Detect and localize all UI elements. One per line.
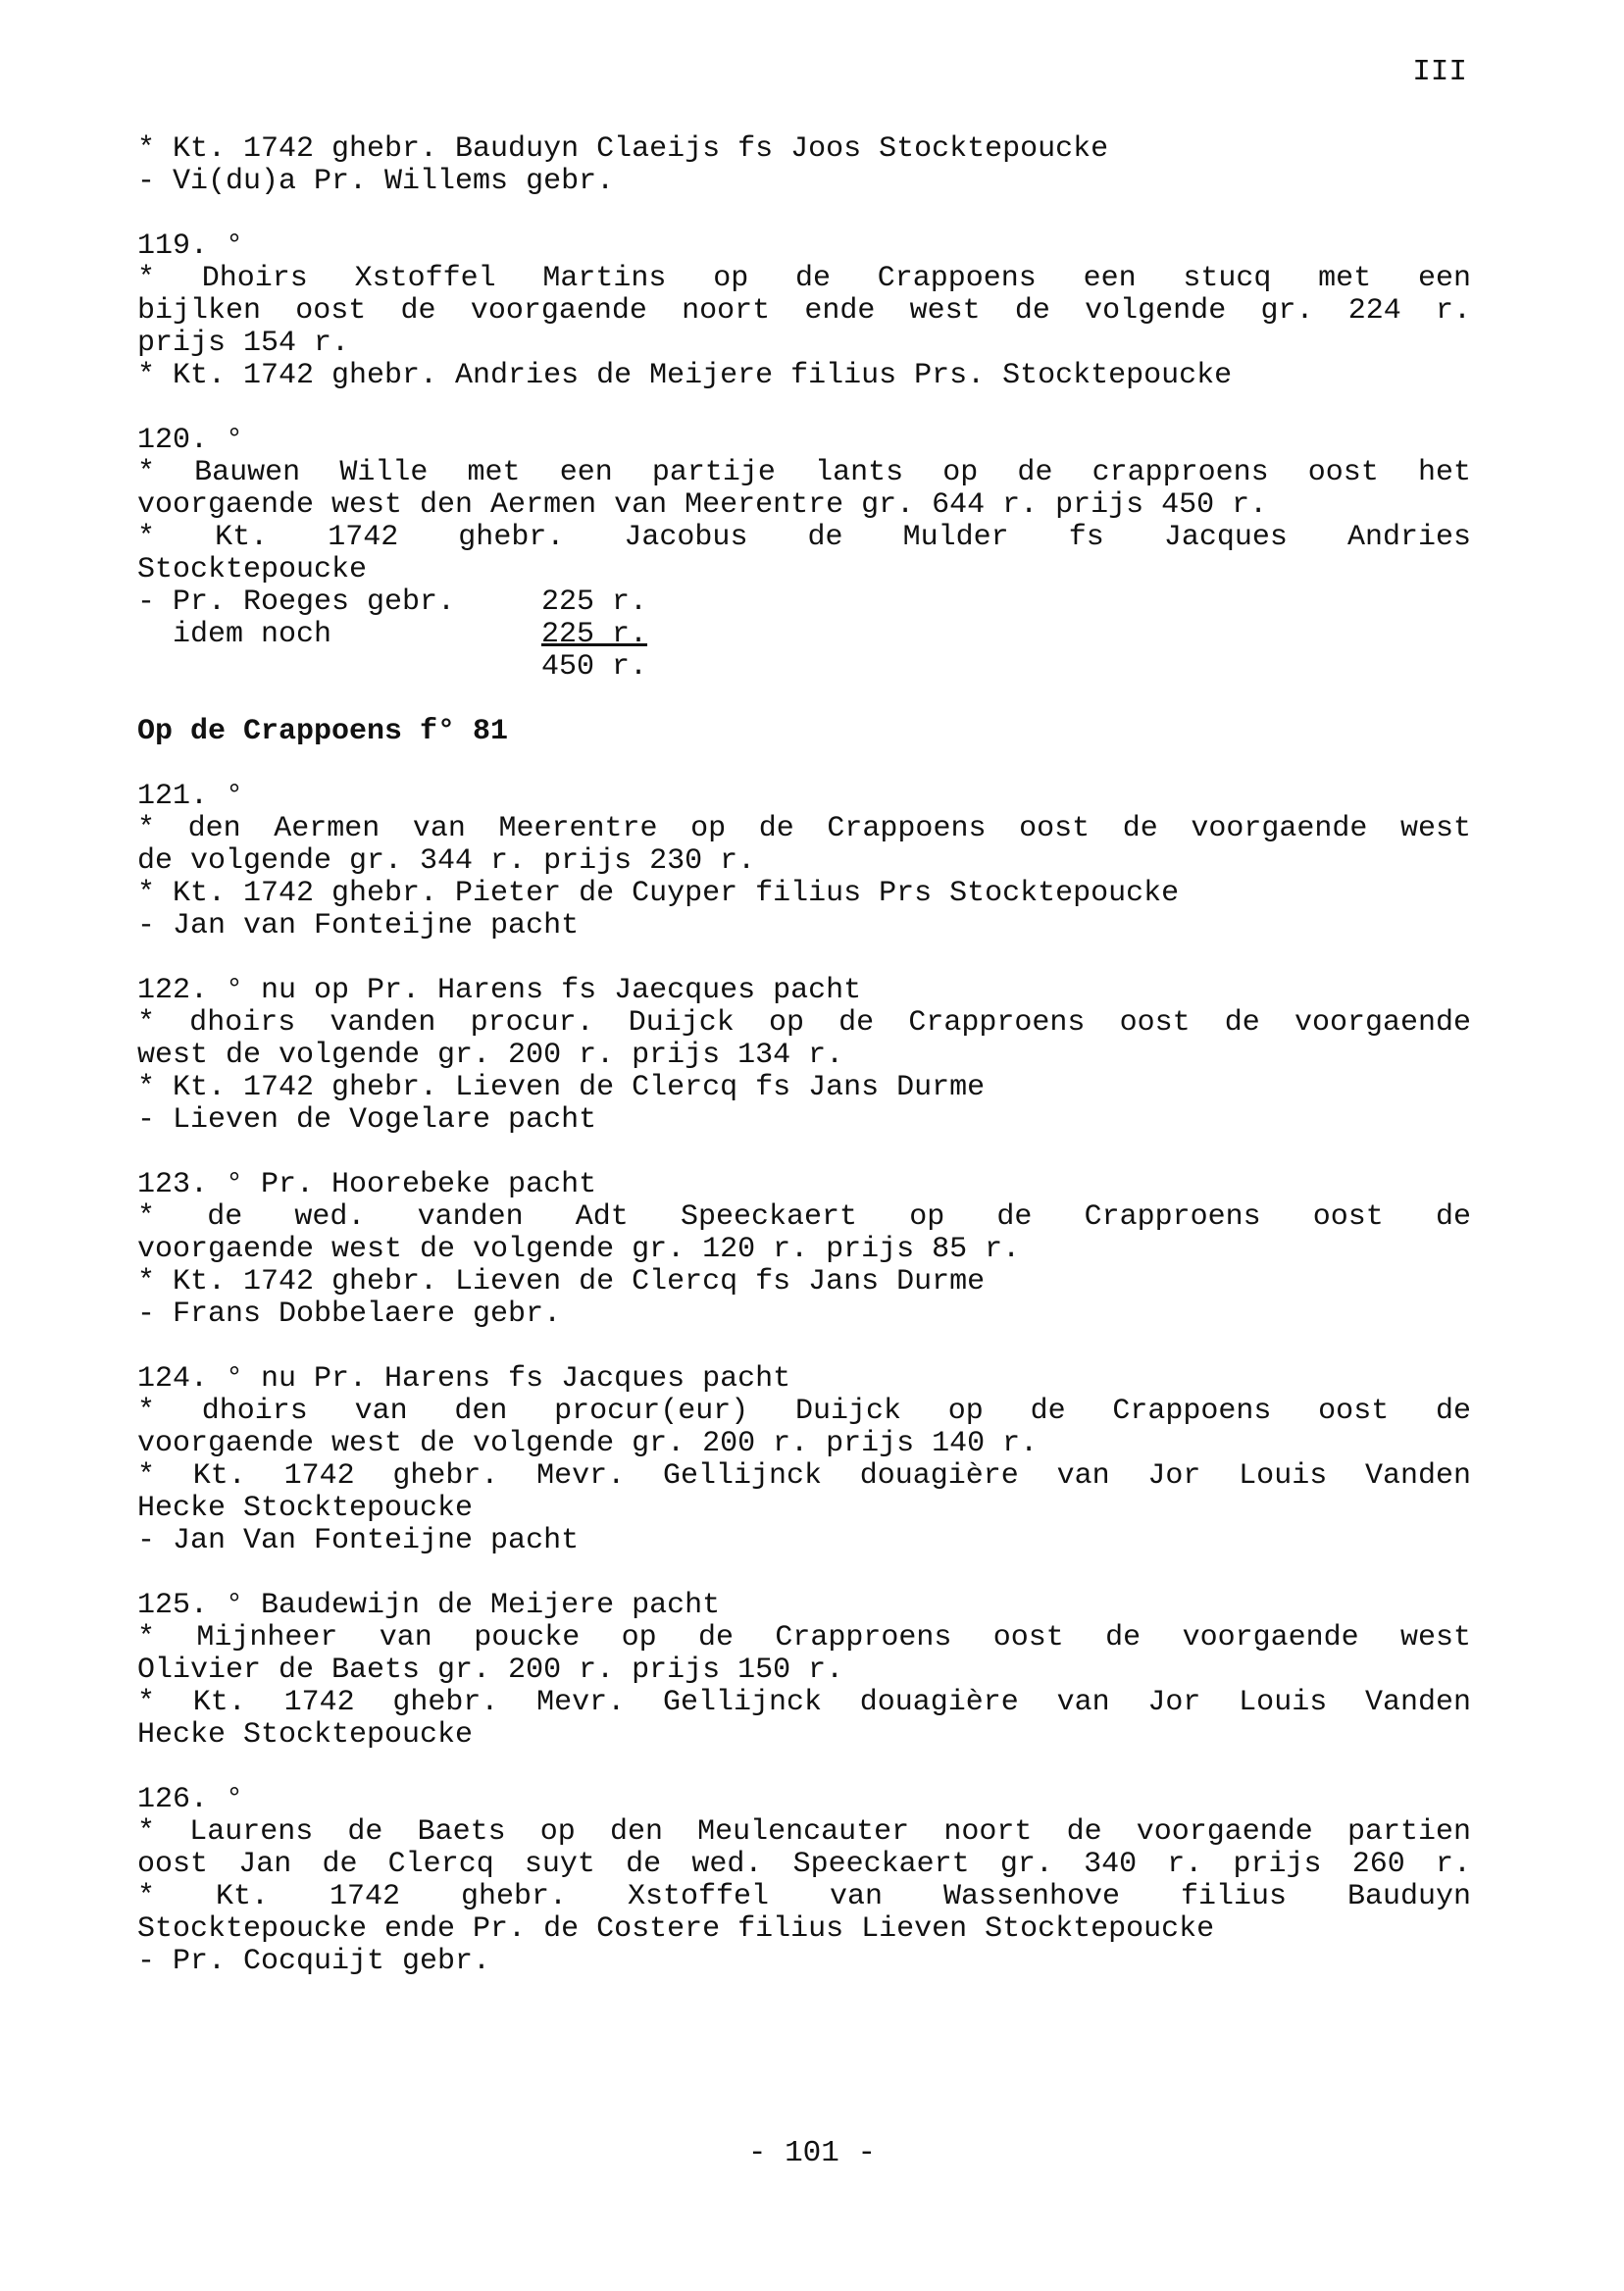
entry-line: prijs 154 r. — [137, 327, 350, 360]
entry-line: * Kt. 1742 ghebr. Bauduyn Claeijs fs Joos Stocktepoucke — [137, 132, 1109, 166]
entry-line: * Kt. 1742 ghebr. Lieven de Clercq fs Jans Durme — [137, 1265, 986, 1298]
entry-line: * Laurens de Baets op den Meulencauter noort de voorgaende partien — [137, 1815, 1471, 1849]
sum-label: - Pr. Roeges gebr. — [137, 585, 456, 619]
entry-line: Stocktepoucke — [137, 553, 368, 586]
sum-label: idem noch — [137, 618, 332, 651]
sum-value: 225 r. — [541, 618, 648, 651]
entry-line: - Frans Dobbelaere gebr. — [137, 1298, 562, 1331]
entry-line: * den Aermen van Meerentre op de Crappoens oost de voorgaende west — [137, 812, 1471, 845]
entry-line: Olivier de Baets gr. 200 r. prijs 150 r. — [137, 1654, 844, 1687]
sum-row — [137, 619, 1471, 651]
sum-total-row — [137, 651, 1471, 684]
sum-row — [137, 586, 1471, 619]
entry-number: 123. ° Pr. Hoorebeke pacht — [137, 1168, 597, 1201]
sum-label — [137, 651, 541, 684]
page-footer: - 101 - — [747, 2136, 877, 2170]
entry-line: de volgende gr. 344 r. prijs 230 r. — [137, 844, 756, 878]
entry-line: * Kt. 1742 ghebr. Lieven de Clercq fs Jans Durme — [137, 1071, 986, 1104]
document-body — [137, 133, 1471, 2011]
entry-line: * Mijnheer van poucke op de Crapproens oost de voorgaende west — [137, 1621, 1471, 1655]
entry-line: * Kt. 1742 ghebr. Andries de Meijere filius Prs. Stocktepoucke — [137, 359, 1233, 392]
entry-line: * Kt. 1742 ghebr. Mevr. Gellijnck douagière van Jor Louis Vanden — [137, 1686, 1471, 1719]
entry-line: voorgaende west de volgende gr. 200 r. prijs 140 r. — [137, 1427, 1039, 1460]
sum-total-value: 450 r. — [541, 650, 648, 684]
sum-value: 225 r. — [541, 585, 648, 619]
entry-119 — [137, 230, 1471, 392]
entry-line: Hecke Stocktepoucke — [137, 1492, 474, 1525]
entry-123 — [137, 1169, 1471, 1331]
entry-125 — [137, 1590, 1471, 1752]
entry-line: Hecke Stocktepoucke — [137, 1718, 474, 1752]
entry-line: * dhoirs van den procur(eur) Duijck op de Crappoens oost de — [137, 1395, 1471, 1428]
section-heading: Op de Crappoens f° 81 — [137, 715, 509, 748]
entry-line: - Pr. Cocquijt gebr. — [137, 1945, 491, 1978]
entry-number: 121. ° — [137, 780, 244, 813]
entry-number: 119. ° — [137, 229, 244, 263]
entry-line: * Kt. 1742 ghebr. Mevr. Gellijnck douagière van Jor Louis Vanden — [137, 1459, 1471, 1493]
entry-122 — [137, 975, 1471, 1137]
entry-number: 125. ° Baudewijn de Meijere pacht — [137, 1589, 721, 1622]
entry-number: 124. ° nu Pr. Harens fs Jacques pacht — [137, 1362, 791, 1396]
entry-line: - Lieven de Vogelare pacht — [137, 1103, 597, 1137]
entry-120 — [137, 425, 1471, 684]
entry-126 — [137, 1784, 1471, 1978]
entry-line: voorgaende west de volgende gr. 120 r. prijs 85 r. — [137, 1233, 1021, 1266]
entry-line: oost Jan de Clercq suyt de wed. Speeckaert gr. 340 r. prijs 260 r. — [137, 1848, 1471, 1881]
entry-number: 122. ° nu op Pr. Harens fs Jaecques pacht — [137, 974, 862, 1007]
entry-118-continuation — [137, 133, 1471, 198]
entry-line: * Kt. 1742 ghebr. Pieter de Cuyper filius Prs Stocktepoucke — [137, 877, 1180, 910]
entry-number: 126. ° — [137, 1783, 244, 1816]
entry-line: west de volgende gr. 200 r. prijs 134 r. — [137, 1039, 844, 1072]
entry-line: * de wed. vanden Adt Speeckaert op de Crapproens oost de — [137, 1200, 1471, 1234]
entry-line: - Vi(du)a Pr. Willems gebr. — [137, 165, 615, 198]
entry-line: bijlken oost de voorgaende noort ende west de volgende gr. 224 r. — [137, 294, 1471, 328]
entry-line: * Kt. 1742 ghebr. Jacobus de Mulder fs Jacques Andries — [137, 521, 1471, 554]
entry-121 — [137, 781, 1471, 942]
entry-line: - Jan Van Fonteijne pacht — [137, 1524, 580, 1557]
entry-line: voorgaende west den Aermen van Meerentre gr. 644 r. prijs 450 r. — [137, 488, 1268, 522]
entry-number: 120. ° — [137, 424, 244, 457]
entry-line: * Bauwen Wille met een partije lants op de crapproens oost het — [137, 456, 1471, 489]
entry-line: * dhoirs vanden procur. Duijck op de Crapproens oost de voorgaende — [137, 1006, 1471, 1040]
entry-line: Stocktepoucke ende Pr. de Costere filius Lieven Stocktepoucke — [137, 1912, 1215, 1946]
entry-line: * Dhoirs Xstoffel Martins op de Crappoens een stucq met een — [137, 262, 1471, 295]
entry-line: - Jan van Fonteijne pacht — [137, 909, 580, 942]
entry-124 — [137, 1363, 1471, 1557]
entry-line: * Kt. 1742 ghebr. Xstoffel van Wassenhove filius Bauduyn — [137, 1880, 1471, 1913]
page-number: III — [1412, 55, 1467, 89]
